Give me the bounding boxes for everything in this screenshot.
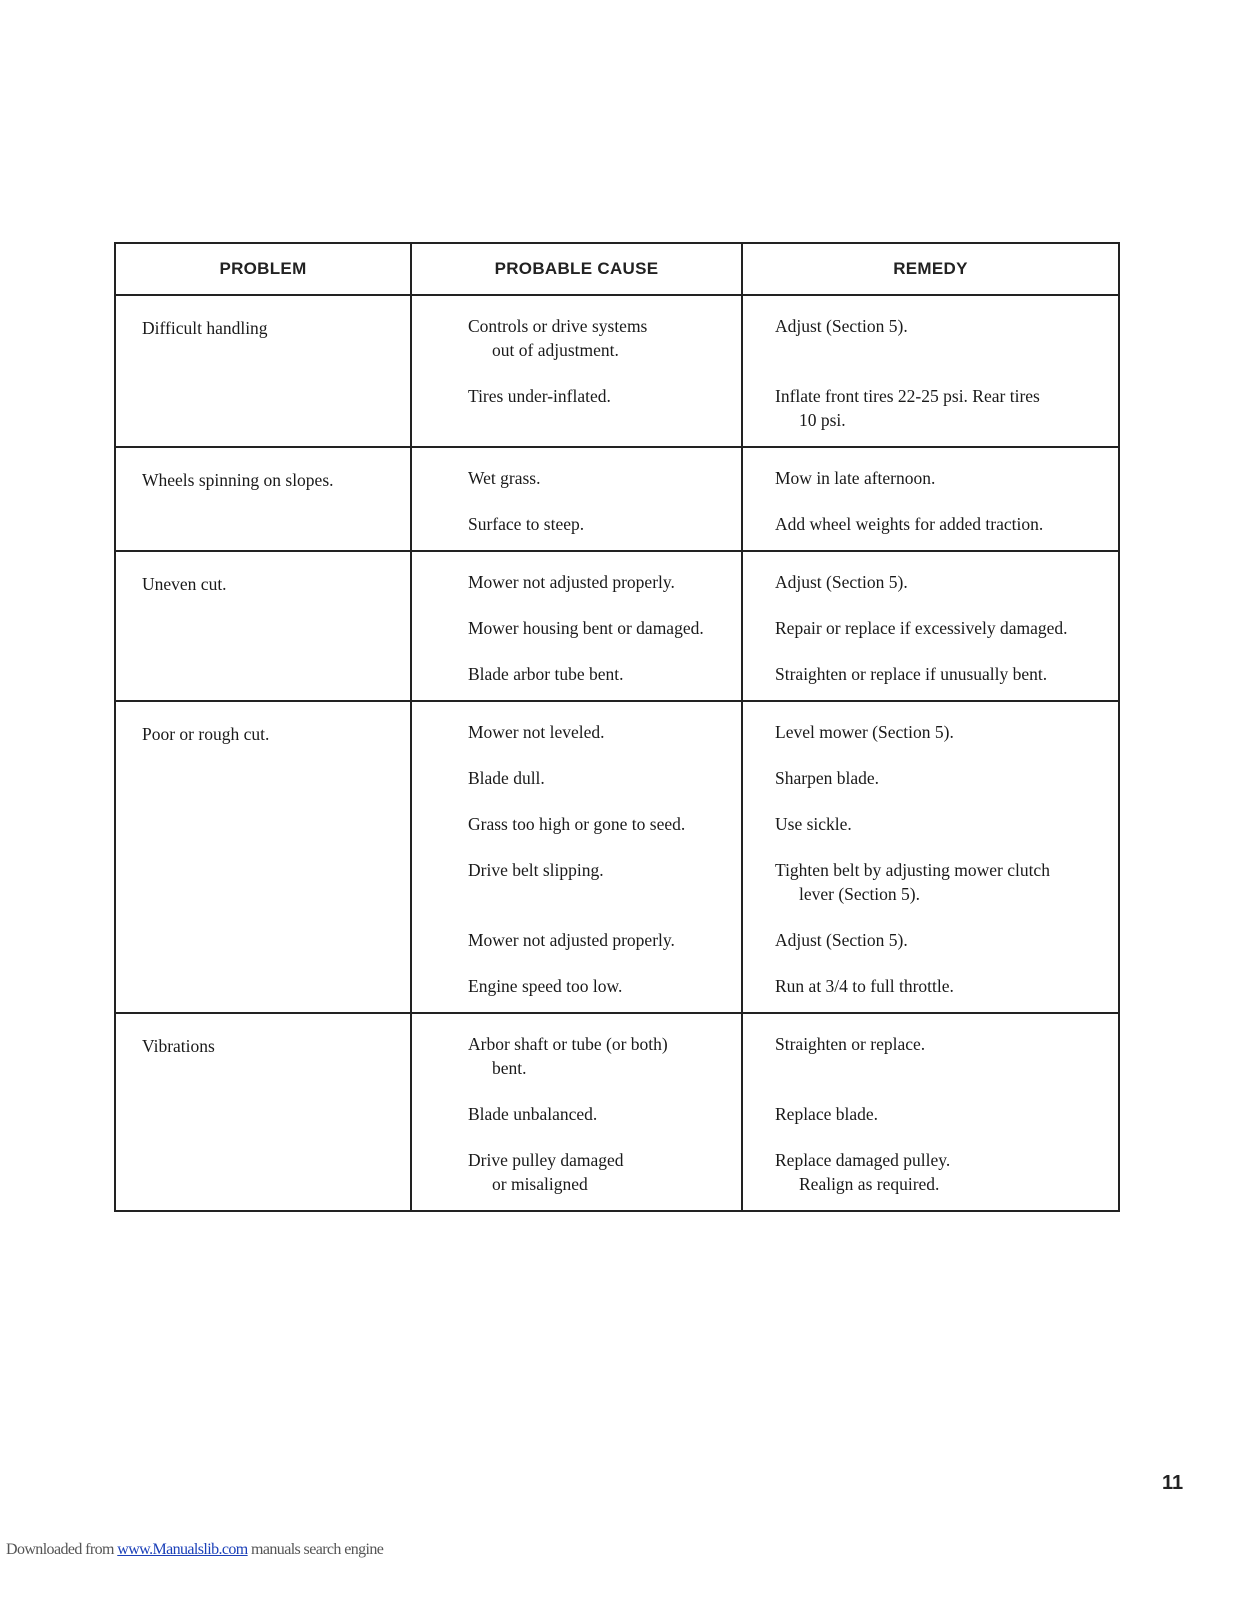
remedy-entry bbox=[775, 314, 1110, 384]
cause-entry bbox=[468, 512, 733, 536]
cause-entry bbox=[468, 384, 733, 408]
cause-entry bbox=[468, 858, 733, 928]
problem-cell: Poor or rough cut. bbox=[115, 701, 411, 1013]
cause-entry bbox=[468, 766, 733, 812]
remedy-entry bbox=[775, 928, 1110, 974]
cause-entry bbox=[468, 812, 733, 858]
remedy-entry bbox=[775, 812, 1110, 858]
cause-line: Engine speed too low. bbox=[468, 976, 623, 996]
cause-cell bbox=[411, 551, 742, 701]
remedy-entry bbox=[775, 858, 1110, 928]
troubleshooting-table bbox=[114, 242, 1120, 1212]
cause-entry bbox=[468, 662, 733, 686]
remedy-entry bbox=[775, 466, 1110, 512]
header-probable-cause: PROBABLE CAUSE bbox=[411, 243, 742, 295]
cause-entry bbox=[468, 720, 733, 766]
manualslib-link[interactable]: www.Manualslib.com bbox=[117, 1541, 248, 1558]
problem-cell: Difficult handling bbox=[115, 295, 411, 447]
problem-cell: Wheels spinning on slopes. bbox=[115, 447, 411, 551]
cause-cell bbox=[411, 701, 742, 1013]
cause-line: Blade unbalanced. bbox=[468, 1104, 598, 1124]
cause-line: Grass too high or gone to seed. bbox=[468, 814, 686, 834]
remedy-entry bbox=[775, 662, 1110, 686]
remedy-line: Level mower (Section 5). bbox=[775, 722, 954, 742]
remedy-line: Mow in late afternoon. bbox=[775, 468, 936, 488]
remedy-entry bbox=[775, 1148, 1110, 1196]
problem-cell: Vibrations bbox=[115, 1013, 411, 1211]
table-row bbox=[115, 551, 1119, 701]
remedy-entry bbox=[775, 384, 1110, 432]
problem-cell: Uneven cut. bbox=[115, 551, 411, 701]
cause-entry bbox=[468, 314, 733, 384]
remedy-line: Realign as required. bbox=[799, 1174, 940, 1194]
remedy-entry bbox=[775, 616, 1110, 662]
remedy-line: Replace damaged pulley. bbox=[775, 1150, 951, 1170]
cause-line: Controls or drive systems bbox=[468, 316, 648, 336]
cause-line: Drive pulley damaged bbox=[468, 1150, 624, 1170]
remedy-line: Adjust (Section 5). bbox=[775, 316, 908, 336]
footer-suffix: manuals search engine bbox=[247, 1541, 384, 1558]
remedy-line: Add wheel weights for added traction. bbox=[775, 514, 1044, 534]
cause-line: Arbor shaft or tube (or both) bbox=[468, 1034, 668, 1054]
cause-entry bbox=[468, 928, 733, 974]
cause-entry bbox=[468, 1148, 733, 1196]
cause-cell bbox=[411, 295, 742, 447]
cause-cell bbox=[411, 1013, 742, 1211]
cause-line: Drive belt slipping. bbox=[468, 860, 604, 880]
cause-line: Mower not leveled. bbox=[468, 722, 605, 742]
table-row bbox=[115, 447, 1119, 551]
cause-line: or misaligned bbox=[492, 1174, 588, 1194]
cause-line: Tires under-inflated. bbox=[468, 386, 611, 406]
cause-line: out of adjustment. bbox=[492, 340, 619, 360]
table-header-row bbox=[115, 243, 1119, 295]
cause-entry bbox=[468, 616, 733, 662]
remedy-entry bbox=[775, 1102, 1110, 1148]
remedy-line: Straighten or replace. bbox=[775, 1034, 926, 1054]
remedy-entry bbox=[775, 570, 1110, 616]
remedy-line: Repair or replace if excessively damaged. bbox=[775, 618, 1068, 638]
cause-line: Blade arbor tube bent. bbox=[468, 664, 624, 684]
cause-line: bent. bbox=[492, 1058, 527, 1078]
cause-cell bbox=[411, 447, 742, 551]
remedy-line: Run at 3/4 to full throttle. bbox=[775, 976, 954, 996]
download-footer bbox=[6, 1541, 383, 1559]
remedy-line: Tighten belt by adjusting mower clutch bbox=[775, 860, 1050, 880]
remedy-cell bbox=[742, 447, 1119, 551]
cause-line: Blade dull. bbox=[468, 768, 545, 788]
table-body bbox=[115, 295, 1119, 1211]
remedy-cell bbox=[742, 701, 1119, 1013]
footer-prefix: Downloaded from bbox=[6, 1541, 118, 1558]
cause-entry bbox=[468, 1032, 733, 1102]
page-number: 11 bbox=[1162, 1472, 1184, 1494]
remedy-line: lever (Section 5). bbox=[799, 884, 920, 904]
remedy-line: Adjust (Section 5). bbox=[775, 572, 908, 592]
remedy-cell bbox=[742, 295, 1119, 447]
remedy-entry bbox=[775, 512, 1110, 536]
header-problem: PROBLEM bbox=[115, 243, 411, 295]
table-row bbox=[115, 701, 1119, 1013]
remedy-line: Sharpen blade. bbox=[775, 768, 879, 788]
cause-entry bbox=[468, 570, 733, 616]
remedy-entry bbox=[775, 720, 1110, 766]
cause-line: Surface to steep. bbox=[468, 514, 585, 534]
table-row bbox=[115, 1013, 1119, 1211]
header-remedy: REMEDY bbox=[742, 243, 1119, 295]
table-row bbox=[115, 295, 1119, 447]
cause-entry bbox=[468, 466, 733, 512]
remedy-line: Replace blade. bbox=[775, 1104, 879, 1124]
remedy-entry bbox=[775, 766, 1110, 812]
remedy-line: 10 psi. bbox=[799, 410, 846, 430]
remedy-cell bbox=[742, 551, 1119, 701]
cause-line: Mower housing bent or damaged. bbox=[468, 618, 704, 638]
remedy-cell bbox=[742, 1013, 1119, 1211]
remedy-entry bbox=[775, 1032, 1110, 1102]
cause-line: Mower not adjusted properly. bbox=[468, 572, 675, 592]
remedy-line: Use sickle. bbox=[775, 814, 852, 834]
remedy-entry bbox=[775, 974, 1110, 998]
remedy-line: Adjust (Section 5). bbox=[775, 930, 908, 950]
cause-line: Wet grass. bbox=[468, 468, 541, 488]
cause-entry bbox=[468, 1102, 733, 1148]
cause-entry bbox=[468, 974, 733, 998]
remedy-line: Inflate front tires 22-25 psi. Rear tires bbox=[775, 386, 1040, 406]
remedy-line: Straighten or replace if unusually bent. bbox=[775, 664, 1048, 684]
cause-line: Mower not adjusted properly. bbox=[468, 930, 675, 950]
